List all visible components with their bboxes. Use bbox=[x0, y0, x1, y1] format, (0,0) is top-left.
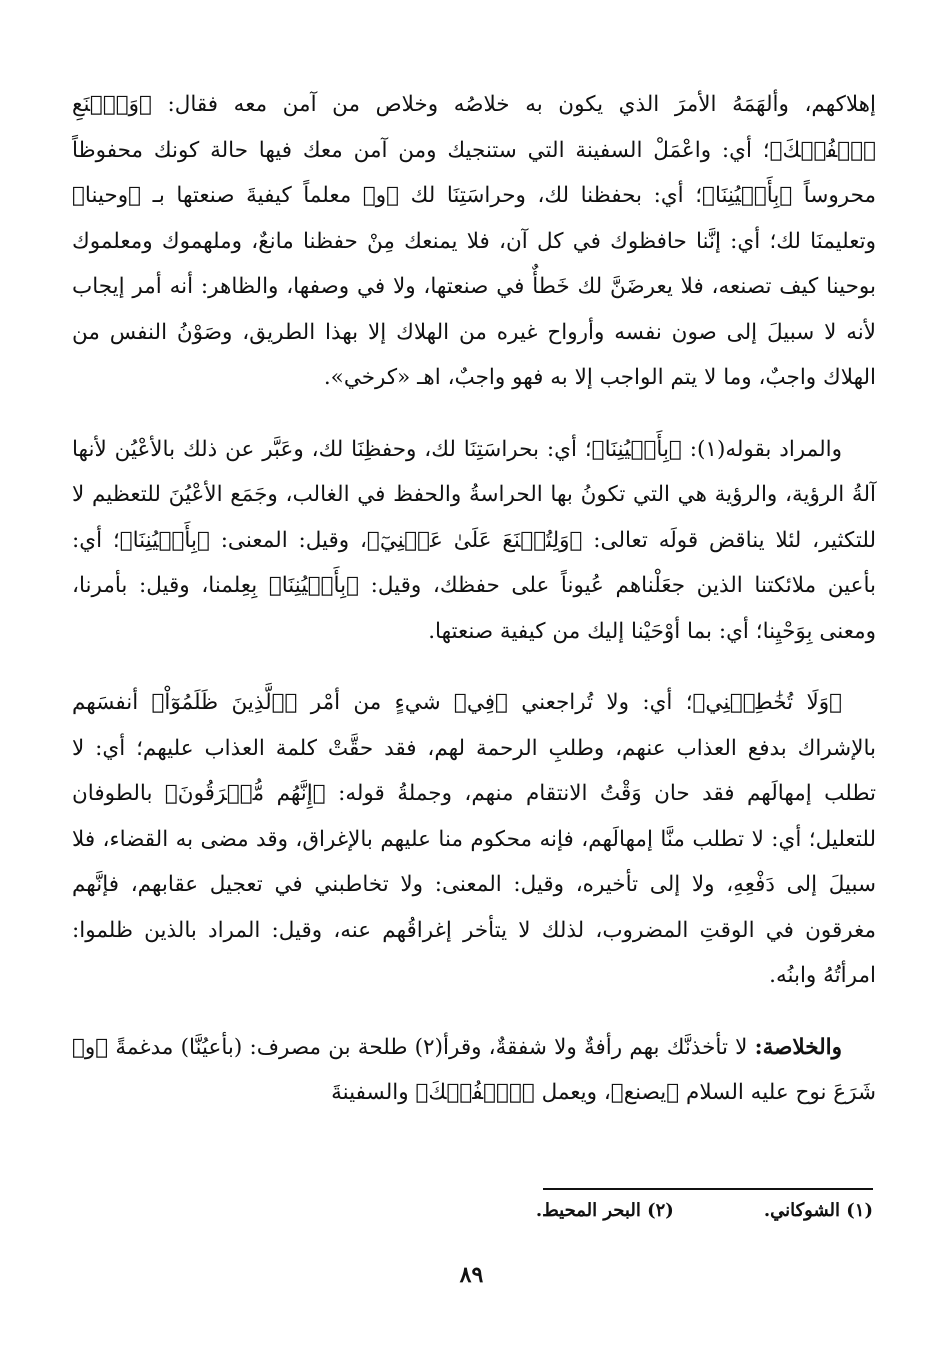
paragraph-3 bbox=[72, 680, 876, 999]
paragraph-2 bbox=[72, 427, 876, 655]
paragraph-3-text: ﴿وَلَا تُخَٰطِبۡنِي﴾؛ أي: ولا تُراجعني ﴿فِي﴾ شيءٍ من أمْر ﴿ٱلَّذِينَ ظَلَمُوٓاْ﴾ أنفسَهم بالإشراك بدفع العذاب عنهم، وطلبِ الرحمة لهم، فقد حقَّتْ كلمة العذاب عليهم؛ أي: لا تطلب إمهالَهم فقد حان وَقْتُ الانتقام منهم، وجملةُ قوله: ﴿إِنَّهُم مُّغۡرَقُونَ﴾ بالطوفان للتعليل؛ أي: لا تطلب منَّا إمهالَهم، فإنه محكوم منا عليهم بالإغراق، وقد مضى به القضاء، فلا سبيلَ إلى دَفْعِهِ، ولا إلى تأخيره، وقيل: المعنى: ولا تخاطبني في تعجيل عقابهم، فإنَّهم مغرقون في الوقتِ المضروب، لذلك لا يتأخر إغراقُهم عنه، وقيل: المراد بالذين ظلموا: امرأتُهُ وابنُه. bbox=[72, 690, 876, 988]
paragraph-4-text: لا تأخذنَّك بهم رأفةٌ ولا شفقةٌ، وقرأ(٢) طلحة بن مصرف: (بأعيُنَّا) مدغمةً ﴿و﴾ شَرَعَ نوح عليه السلام ﴿يصنع﴾، ويعمل ﴿ٱلۡفُلۡكَ﴾ والسفينةَ bbox=[72, 1034, 876, 1105]
paragraph-4 bbox=[72, 1025, 876, 1116]
page-body bbox=[72, 82, 876, 1116]
footnote-divider bbox=[543, 1188, 873, 1190]
footnote-1: (١) الشوكاني. bbox=[763, 1200, 873, 1221]
page-number: ٨٩ bbox=[459, 1262, 484, 1288]
footnotes bbox=[536, 1200, 873, 1221]
paragraph-1 bbox=[72, 82, 876, 401]
paragraph-1-text: إهلاكهم، وألهَمَهُ الأمرَ الذي يكون به خلاصُه وخلاص من آمن معه فقال: ﴿وَٱصۡنَعِ ٱلۡفُلۡكَ﴾؛ أي: واعْمَلْ السفينة التي ستنجيك ومن آمن معك فيها حالة كونك محفوظاً محروساً ﴿بِأَعۡيُنِنَا﴾؛ أي: بحفظنا لك، وحراسَتِنَا لك ﴿و﴾ معلماً كيفيةَ صنعتها بـ ﴿وحينا﴾ وتعليمنَا لك؛ أي: إنَّنا حافظوك في كل آن، فلا يمنعك مِنْ حفظنا مانعٌ، وملهموك ومعلموك بوحينا كيف تصنعه، فلا يعرضَنَّ لك خَطأٌ في صنعتها، ولا في وصفها، والظاهر: أنه أمر إيجاب لأنه لا سبيلَ إلى صون نفسه وأرواح غيره من الهلاك إلا بهذا الطريق، وصَوْنُ النفس من الهلاك واجبٌ، وما لا يتم الواجب إلا به فهو واجبٌ، اهـ «كرخي». bbox=[72, 92, 876, 390]
paragraph-2-text: والمراد بقوله(١): ﴿بِأَعۡيُنِنَا﴾؛ أي: بحراسَتِنَا لك، وحفظِنَا لك، وعَبَّر عن ذلك بالأعْيُن لأنها آلةُ الرؤية، والرؤية هي التي تكونُ بها الحراسةُ والحفظ في الغالب، وجَمَع الأعْيُنَ للتعظيم لا للتكثير، لئلا يناقض قولَه تعالى: ﴿وَلِتُصۡنَعَ عَلَىٰ عَيۡنِيٓ﴾، وقيل: المعنى: ﴿بِأَعۡيُنِنَا﴾؛ أي: بأعين ملائكتنا الذين جعَلْناهم عُيوناً على حفظك، وقيل: ﴿بِأَعۡيُنِنَا﴾ بِعِلمنا، وقيل: بأمرنا، ومعنى بِوَحْيِنا؛ أي: بما أوْحَيْنا إليك من كيفية صنعتها. bbox=[72, 436, 876, 644]
footnote-2: (٢) البحر المحيط. bbox=[535, 1200, 674, 1221]
summary-heading: والخلاصة: bbox=[754, 1034, 842, 1060]
